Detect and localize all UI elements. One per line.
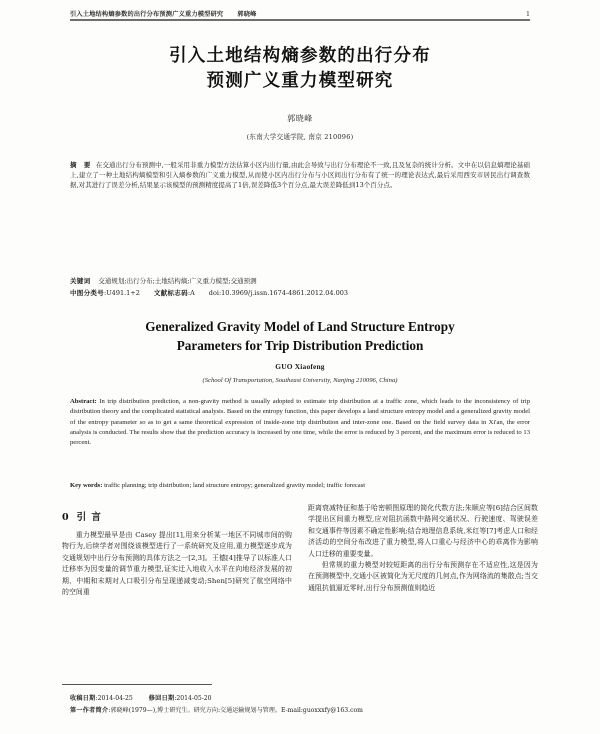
chinese-title-line-1: 引入土地结构熵参数的出行分布 — [169, 46, 431, 66]
chinese-abstract-label: 摘 要 — [70, 161, 93, 169]
document-code-label: 文献标志码 — [153, 289, 188, 297]
running-head — [70, 4, 530, 18]
footer-author-bio-line: 第一作者简介:郭晓峰(1979—),博士研究生。研究方向:交通运输规划与管理。E-mail:guoxxxfy@163.com — [70, 706, 363, 714]
chinese-keywords-label: 关键词 — [70, 277, 91, 285]
english-abstract-label: Abstract: — [70, 398, 97, 405]
english-author: GUO Xiaofeng — [275, 362, 325, 371]
received-date-value: 2014-04-25 — [97, 695, 133, 702]
running-head-title: 引入土地结构熵参数的出行分布预测广义重力模型研究 — [70, 11, 224, 18]
revised-date-value: 2014-05-20 — [176, 695, 212, 702]
body-column-right — [308, 503, 538, 682]
clc-label: 中图分类号 — [70, 289, 104, 297]
english-abstract — [70, 397, 530, 448]
received-date-label: 收稿日期 — [70, 695, 96, 702]
doi-value: 10.3969/j.issn.1674-4861.2012.04.003 — [221, 289, 348, 297]
paragraph: 重力模型最早是由 Casey 提出[1],用来分析某一地区不同城市间的购物行为,后续学者对围绕该模型进行了一系统研究及应用,重力模型逐步成为交通规划中出行分布预测的具体方法之一[2,3]。王德[4]推导了以标准人口迁移率为因变量的调节重力模型,证实迁入地收入水平在向地经济发展的初期、中期和末期对人口吸引分布呈现递减变动;Shen[5]研究了航空网络中的空间重 — [62, 531, 292, 597]
paragraph: 距离衰减特征和基于哈密顿图原理的简化代数方法;朱顺应等[6]结合区间数学提出区间重力模型,应对阻抗函数中路网交通状况、行驶速度、驾驶误差和交通事件等因素不确定性影响;结合地理信息系统,米红等[7]考虑人口和经济活动的空间分布改进了重力模型,将人口重心与经济中心的乖离作为影响人口迁移的重要变量。 — [308, 504, 538, 558]
chinese-keywords — [70, 276, 530, 286]
english-title-line-1: Generalized Gravity Model of Land Structure Entropy — [145, 319, 455, 334]
chinese-title-block — [60, 44, 540, 141]
body-column-left — [62, 503, 292, 682]
document-code-value: A — [190, 289, 195, 297]
chinese-classification-line: 中图分类号:U491.1+2 文献标志码:A doi:10.3969/j.issn.1674-4861.2012.04.003 — [70, 289, 348, 297]
footer-notes — [70, 693, 538, 716]
english-affiliation: (School Of Transportation, Southeast University, Nanjing 210096, China) — [202, 377, 398, 384]
chinese-keywords-text: 交通规划;出行分布;土地结构熵;广义重力模型;交通预测 — [98, 277, 257, 285]
clc-value: U491.1+2 — [106, 289, 140, 297]
chinese-title-line-2: 预测广义重力模型研究 — [206, 71, 394, 91]
author-bio-label: 第一作者简介 — [70, 706, 109, 714]
running-head-left — [70, 9, 256, 18]
chinese-affiliation: (东南大学交通学院, 南京 210096) — [246, 133, 354, 141]
footer-dates-line: 收稿日期:2014-04-25 修回日期:2014-05-20 — [70, 695, 212, 702]
running-head-author: 郭晓峰 — [237, 11, 257, 18]
running-head-rule — [70, 19, 530, 21]
chinese-abstract — [70, 160, 530, 190]
section-number: 0 — [62, 512, 70, 523]
chinese-author: 郭晓峰 — [287, 114, 313, 123]
revised-date-label: 修回日期 — [148, 695, 175, 702]
english-title — [55, 318, 545, 355]
author-bio-value: 郭晓峰(1979—),博士研究生。研究方向:交通运输规划与管理。E-mail:guoxxxfy@163.com — [110, 706, 363, 714]
body-columns — [62, 503, 538, 682]
chinese-abstract-text: 在交通出行分布预测中,一般采用非重力模型方法估算小区内出行量,由此会导致与出行分布理论不一致,且及复杂的统计分析。文中在以信息熵理论基础上,建立了一种土地结构熵模型和引入熵参数的广义重力模型,从而使小区内出行分布与小区间出行分布有了统一的理论表达式,最后采用西安市居民出行调查数据,对其进行了误差分析,结果显示该模型的预测精度提高了1倍,误差降低3个百分点,最大误差降低到13个百分点。 — [70, 161, 530, 190]
english-abstract-text: In trip distribution prediction, a non-gravity method is usually adopted to estimate trip distribution at a traffic zone, which leads to the inconsistency of trip distribution theory and the complicated statistical analysis. Based on the entropy function, this paper develops a land structure entropy model and a generalized gravity model of the entropy parameter so as to get a same theoretical expression of inside-zone trip distribution and inter-zone one. Based on the field survey data in Xi'an, the error analysis is conducted. The results show that the prediction accuracy is increased by one time, while the error is reduced by 3 percent, and the maximum error is reduced to 13 percent. — [70, 398, 530, 447]
english-title-line-2: Parameters for Trip Distribution Prediction — [176, 337, 424, 353]
chinese-title — [60, 44, 540, 94]
english-keywords-text: traffic planning; trip distribution; land structure entropy; generalized gravity model; traffic forecast — [104, 482, 366, 489]
english-keywords-label: Key words: — [70, 482, 103, 489]
english-keywords — [70, 481, 530, 491]
section-heading-introduction — [62, 509, 292, 523]
paragraph: 但常规的重力模型对较短距离的出行分布预测存在不适应性,这是因为在预测模型中,交通小区被简化为无尺度的几何点,作为网络流的集散点;当交通阻抗值逼近零时,出行分布预测值则趋近 — [308, 561, 538, 592]
doi-label: doi — [208, 289, 219, 297]
section-title: 引 言 — [76, 512, 102, 523]
page-number: 1 — [526, 9, 530, 18]
footnote-rule — [62, 684, 212, 685]
